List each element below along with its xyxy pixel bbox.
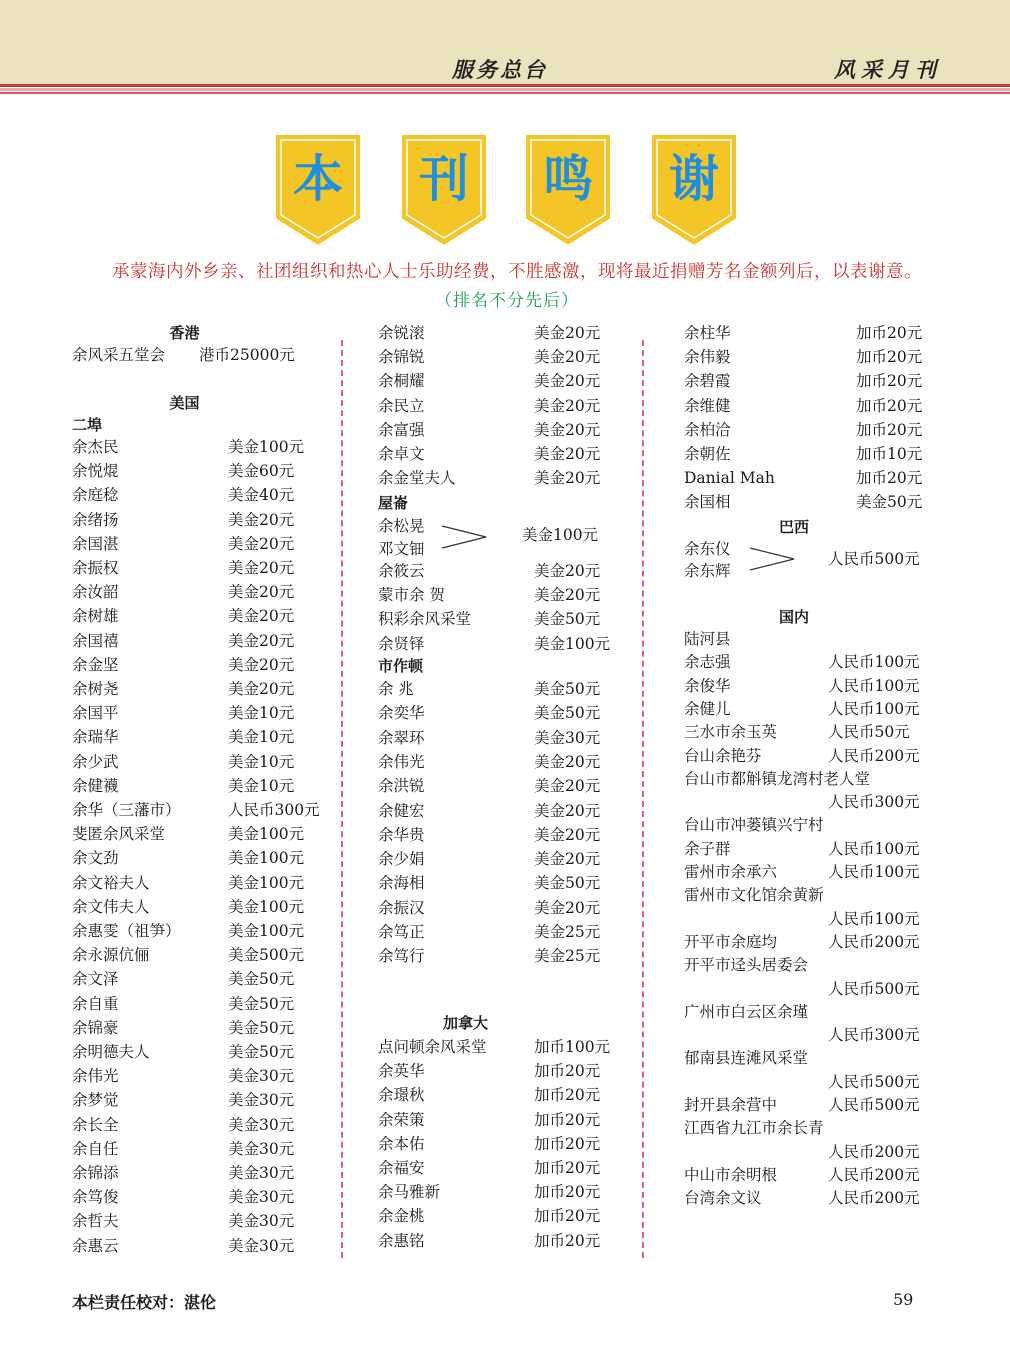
donor-name: 余国禧 xyxy=(72,631,119,650)
header-stripe-pink xyxy=(0,88,1010,91)
donor-name: 余荣策 xyxy=(378,1110,425,1129)
donor-name: 余松晃 xyxy=(378,517,425,535)
donation-amount: 加币20元 xyxy=(856,372,923,391)
magazine-title: 风采月刊 xyxy=(834,57,942,82)
donor-name: 余海相 xyxy=(378,874,425,893)
donor-name: 余庭稔 xyxy=(72,486,119,505)
donor-name: 余洪锐 xyxy=(378,777,425,796)
donation-amount: 美金30元 xyxy=(228,1067,295,1086)
donation-amount: 美金20元 xyxy=(534,445,601,463)
donation-amount: 美金20元 xyxy=(534,586,601,605)
donation-amount: 美金20元 xyxy=(534,898,601,917)
heading-hongkong: 香港 xyxy=(169,324,200,342)
donation-amount: 美金40元 xyxy=(228,486,295,505)
heading-seattle: 市作顿 xyxy=(378,657,424,675)
donor-name: 余笃俊 xyxy=(72,1188,119,1207)
section-title: 服务总台 xyxy=(452,57,548,82)
donation-amount: 美金50元 xyxy=(228,994,295,1013)
donor-name: 余贤铎 xyxy=(378,634,425,653)
donation-amount: 美金30元 xyxy=(534,728,601,747)
donor-name: 余永源伉俪 xyxy=(72,946,150,965)
donor-name: 余悦焜 xyxy=(72,462,119,481)
donor-name: 余桐耀 xyxy=(378,372,425,391)
donor-name: 余振权 xyxy=(72,559,119,577)
donor-name: 余华贵 xyxy=(378,825,425,844)
donation-amount: 美金60元 xyxy=(228,462,295,481)
donation-amount: 美金20元 xyxy=(534,324,601,342)
donation-amount: 美金30元 xyxy=(228,1212,295,1231)
donation-amount: 加币20元 xyxy=(856,420,923,439)
donation-amount: 美金50元 xyxy=(228,1018,295,1037)
donor-name: 三水市余玉英 xyxy=(684,723,778,742)
donation-amount: 加币100元 xyxy=(534,1038,611,1056)
ranking-note: （排名不分先后） xyxy=(435,291,579,311)
donor-name: 邓文钿 xyxy=(378,540,425,558)
donation-amount: 人民币200元 xyxy=(828,746,920,765)
donor-name: 余碧霞 xyxy=(684,372,731,391)
donation-amount: 加币20元 xyxy=(534,1183,601,1202)
donation-amount: 人民币200元 xyxy=(828,1165,920,1184)
donation-amount: 美金100元 xyxy=(228,825,305,844)
donor-name: 余柏洽 xyxy=(684,420,731,439)
bracket-icon xyxy=(440,522,490,552)
donation-amount: 美金50元 xyxy=(228,1043,295,1061)
donor-name: 余哲夫 xyxy=(72,1212,119,1231)
donation-amount: 加币20元 xyxy=(534,1231,601,1250)
donor-name: 余少娟 xyxy=(378,850,425,869)
donation-amount: 美金30元 xyxy=(228,1236,295,1255)
donor-name: 余文泽 xyxy=(72,970,119,989)
donation-amount: 美金20元 xyxy=(534,825,601,844)
donor-name: 余富强 xyxy=(378,420,425,439)
donor-name: 余马雅新 xyxy=(378,1183,441,1202)
intro-paragraph xyxy=(72,258,942,286)
donation-amount: 人民币100元 xyxy=(828,839,920,858)
column-divider-1 xyxy=(341,340,343,1258)
donor-name: 余健儿 xyxy=(684,699,731,718)
donor-name: 余维健 xyxy=(684,396,731,415)
donation-amount: 美金20元 xyxy=(534,372,601,391)
donor-name: 余树尧 xyxy=(72,680,119,698)
donor-name: 余锦锐 xyxy=(378,348,425,367)
donation-amount: 美金30元 xyxy=(228,1188,295,1207)
donation-amount: 人民币200元 xyxy=(828,932,920,951)
donor-name: 余国湛 xyxy=(72,534,119,553)
donor-name: 余长全 xyxy=(72,1115,119,1134)
donation-amount: 美金20元 xyxy=(228,510,295,529)
donation-amount: 美金20元 xyxy=(534,850,601,869)
donor-name: 余本佑 xyxy=(378,1134,425,1153)
donation-amount: 美金50元 xyxy=(534,704,601,723)
donor-name: 余伟毅 xyxy=(684,348,731,367)
donor-name: 余惠云 xyxy=(72,1236,119,1255)
donor-name: 中山市余明根 xyxy=(684,1165,778,1184)
donor-name: 余伟光 xyxy=(378,752,425,771)
donation-amount: 加币20元 xyxy=(856,396,923,415)
donation-amount: 美金100元 xyxy=(228,897,305,916)
title-badge-2 xyxy=(398,131,490,249)
donation-amount: 美金50元 xyxy=(534,610,601,629)
donation-amount: 人民币500元 xyxy=(828,1072,920,1091)
donor-name: 台山市冲蒌镇兴宁村 xyxy=(684,816,824,835)
donor-name: 广州市白云区余瑾 xyxy=(684,1002,809,1021)
donation-amount: 人民币500元 xyxy=(828,979,920,998)
donor-name: 余惠雯（祖笋） xyxy=(72,922,181,940)
donor-name: 余金坚 xyxy=(72,655,119,674)
donor-name: 雷州市余承六 xyxy=(684,863,778,881)
proofreader-credit: 本栏责任校对：湛伦 xyxy=(72,1293,217,1312)
donation-amount: 美金10元 xyxy=(228,704,295,723)
donor-name: 台山余艳芬 xyxy=(684,746,762,765)
donor-name: 余璟秋 xyxy=(378,1086,425,1105)
heading-domestic: 国内 xyxy=(778,608,809,626)
donation-amount: 美金20元 xyxy=(228,583,295,602)
donor-name: 开平市迳头居委会 xyxy=(684,956,809,975)
donor-name: 余瑞华 xyxy=(72,728,119,747)
donor-name: 江西省九江市余长青 xyxy=(684,1119,824,1138)
donation-amount: 美金10元 xyxy=(228,752,295,771)
title-char: 刊 xyxy=(419,150,469,208)
donor-name: 余文裕夫人 xyxy=(72,873,150,892)
donation-amount: 美金50元 xyxy=(534,874,601,893)
donation-amount: 人民币500元 xyxy=(828,1096,920,1114)
donor-name: 余梦觉 xyxy=(72,1091,119,1110)
title-badge-3 xyxy=(522,131,614,249)
donation-amount: 人民币100元 xyxy=(828,676,920,695)
donation-amount: 加币20元 xyxy=(534,1086,601,1105)
donor-name: 余健襪 xyxy=(72,776,119,795)
donation-amount: 美金25元 xyxy=(534,923,601,941)
donation-amount: 港币25000元 xyxy=(199,346,295,364)
donor-name: 点问顿余风采堂 xyxy=(378,1038,487,1056)
donation-amount: 美金100元 xyxy=(534,634,611,653)
donor-name: 余笃正 xyxy=(378,923,425,941)
donor-name: 蒙市余 贺 xyxy=(378,586,445,605)
donation-amount: 人民币300元 xyxy=(828,1026,920,1045)
donation-amount: 美金30元 xyxy=(228,1091,295,1110)
bracket-icon xyxy=(748,544,798,574)
donor-name: 余锦添 xyxy=(72,1164,119,1182)
donor-name: 余笃行 xyxy=(378,947,425,966)
heading-brazil: 巴西 xyxy=(778,518,809,536)
donation-amount: 人民币100元 xyxy=(828,653,920,672)
donor-name: 余锦豪 xyxy=(72,1018,119,1037)
donation-amount: 加币20元 xyxy=(534,1110,601,1129)
header-stripe-red xyxy=(0,84,1010,87)
title-char: 谢 xyxy=(669,150,719,208)
donation-amount: 美金20元 xyxy=(228,631,295,650)
header-band xyxy=(0,0,1010,84)
title-badge-1 xyxy=(272,131,364,249)
donation-amount: 人民币300元 xyxy=(228,801,320,819)
donation-amount: 美金100元 xyxy=(228,873,305,892)
donation-amount: 美金20元 xyxy=(534,420,601,439)
donation-amount: 美金10元 xyxy=(228,776,295,795)
donor-name: 余杰民 xyxy=(72,438,119,456)
donation-amount: 美金20元 xyxy=(228,607,295,626)
donor-name: 余俊华 xyxy=(684,676,731,695)
donor-name: 陆河县 xyxy=(684,630,731,648)
donor-name: 余朝佐 xyxy=(684,445,731,463)
donor-name: 余绪扬 xyxy=(72,510,119,529)
donor-name: 余树雄 xyxy=(72,607,119,626)
donor-name: 余东辉 xyxy=(684,562,731,580)
donor-name: 余惠铭 xyxy=(378,1231,425,1250)
donor-name: 斐匿余风采堂 xyxy=(72,825,166,844)
donor-name: 余柱华 xyxy=(684,324,731,342)
donation-amount: 美金50元 xyxy=(534,680,601,698)
donor-name: 余金桃 xyxy=(378,1207,425,1226)
donation-amount: 加币20元 xyxy=(534,1134,601,1153)
donor-name: 台山市都斛镇龙湾村老人堂 xyxy=(684,769,871,788)
donation-amount: 美金20元 xyxy=(534,396,601,415)
donation-amount: 人民币50元 xyxy=(828,723,910,742)
donation-amount: 美金30元 xyxy=(228,1164,295,1182)
donor-name: 余志强 xyxy=(684,653,731,672)
donation-amount: 加币20元 xyxy=(534,1207,601,1226)
donation-amount: 美金50元 xyxy=(856,493,923,512)
donor-name: 郁南县连滩风采堂 xyxy=(684,1049,809,1068)
donor-name: 余自重 xyxy=(72,994,119,1013)
donor-name: 余少武 xyxy=(72,752,119,771)
donor-name: 余文伟夫人 xyxy=(72,897,150,916)
donor-name: 余健宏 xyxy=(378,801,425,820)
donation-amount: 美金500元 xyxy=(228,946,305,965)
donation-amount: 美金100元 xyxy=(228,849,305,868)
donation-amount: 加币20元 xyxy=(534,1159,601,1177)
donation-amount: 人民币100元 xyxy=(828,863,920,881)
donor-name: 雷州市文化馆余黄新 xyxy=(684,886,824,905)
donation-amount: 美金20元 xyxy=(534,469,601,488)
donor-name: 余风采五堂会 xyxy=(72,346,166,364)
donation-amount: 美金20元 xyxy=(228,534,295,553)
donation-amount: 美金20元 xyxy=(534,752,601,771)
donation-amount: 加币20元 xyxy=(856,324,923,342)
donor-name: 余奕华 xyxy=(378,704,425,723)
donor-name: 封开县余营中 xyxy=(684,1096,778,1114)
heading-canada: 加拿大 xyxy=(442,1014,488,1032)
donor-name: 余金堂夫人 xyxy=(378,469,456,488)
donor-name: 余民立 xyxy=(378,396,425,415)
donor-name: 余明德夫人 xyxy=(72,1043,150,1061)
heading-oakland: 屋崙 xyxy=(378,494,409,512)
donation-amount: 人民币200元 xyxy=(828,1189,920,1208)
donation-amount: 美金20元 xyxy=(534,562,601,580)
donation-amount: 美金25元 xyxy=(534,947,601,966)
donor-name: 余华（三藩市） xyxy=(72,801,181,819)
donor-name: 开平市余庭均 xyxy=(684,932,778,951)
donor-name: 余卓文 xyxy=(378,445,425,463)
donor-name: 余子群 xyxy=(684,839,731,858)
intro-text: 承蒙海内外乡亲、社团组织和热心人士乐助经费，不胜感激，现将最近捐赠芳名金额列后，以表谢意。 xyxy=(112,262,922,282)
donor-name: 余筱云 xyxy=(378,562,425,580)
donor-name: 余东仪 xyxy=(684,540,731,558)
donation-amount: 人民币500元 xyxy=(828,550,920,568)
donation-amount: 美金50元 xyxy=(228,970,295,989)
donor-name: 余伟光 xyxy=(72,1067,119,1086)
donor-name: 积彩余风采堂 xyxy=(378,610,472,629)
donor-name: 余 兆 xyxy=(378,680,414,698)
donor-name: 台湾余文议 xyxy=(684,1189,762,1208)
donation-amount: 美金20元 xyxy=(228,655,295,674)
donor-name: 余锐滚 xyxy=(378,324,425,342)
donation-amount: 人民币100元 xyxy=(828,699,920,718)
donation-amount: 美金20元 xyxy=(534,348,601,367)
donor-name: 余国相 xyxy=(684,493,731,512)
donation-amount: 美金30元 xyxy=(228,1115,295,1134)
donor-name: 余福安 xyxy=(378,1159,425,1177)
donation-amount: 加币20元 xyxy=(856,348,923,367)
page-number: 59 xyxy=(893,1290,914,1309)
donation-amount: 美金100元 xyxy=(228,922,305,940)
heading-usa: 美国 xyxy=(169,394,200,412)
donor-name: Danial Mah xyxy=(684,469,775,488)
title-char: 本 xyxy=(293,150,343,208)
donation-amount: 美金100元 xyxy=(522,526,599,544)
title-char: 鸣 xyxy=(543,150,593,208)
donation-amount: 人民币300元 xyxy=(828,793,920,812)
column-divider-2 xyxy=(642,340,644,1258)
donor-name: 余翠环 xyxy=(378,728,425,747)
donation-amount: 人民币200元 xyxy=(828,1142,920,1161)
donation-amount: 美金20元 xyxy=(228,559,295,577)
title-badge-4 xyxy=(648,131,740,249)
donor-name: 余英华 xyxy=(378,1062,425,1081)
donation-amount: 美金20元 xyxy=(534,777,601,796)
donor-name: 余文劲 xyxy=(72,849,119,868)
donation-amount: 美金30元 xyxy=(228,1139,295,1158)
donation-amount: 美金100元 xyxy=(228,438,305,456)
donation-amount: 美金20元 xyxy=(228,680,295,698)
donation-amount: 美金10元 xyxy=(228,728,295,747)
donor-name: 余汝韶 xyxy=(72,583,119,602)
donation-amount: 人民币100元 xyxy=(828,909,920,928)
donor-name: 余国平 xyxy=(72,704,119,723)
donation-amount: 加币20元 xyxy=(856,469,923,488)
header-stripe-red-2 xyxy=(0,92,1010,94)
donor-name: 余自任 xyxy=(72,1139,119,1158)
heading-san-francisco: 二埠 xyxy=(72,416,103,434)
donation-amount: 加币20元 xyxy=(534,1062,601,1081)
donation-amount: 加币10元 xyxy=(856,445,923,463)
donation-amount: 美金20元 xyxy=(534,801,601,820)
donor-name: 余振汉 xyxy=(378,898,425,917)
